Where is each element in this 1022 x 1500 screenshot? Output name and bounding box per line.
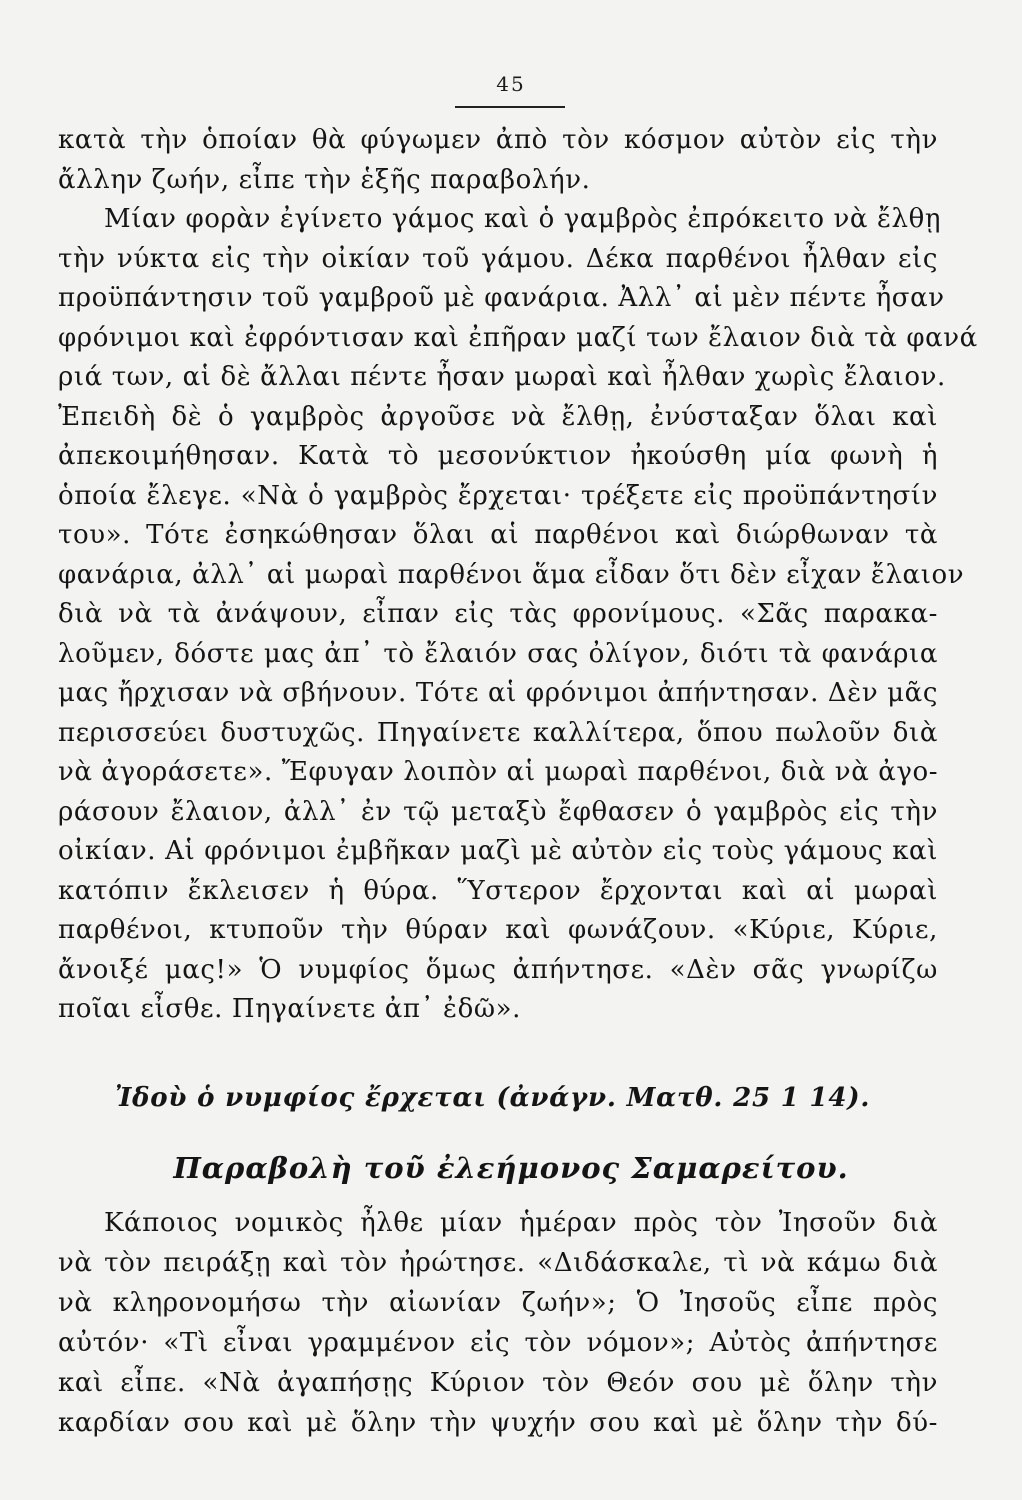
text-line: κατόπιν ἔκλεισεν ἡ θύρα. Ὕστερον ἔρχονται καὶ αἱ μωραὶ xyxy=(58,875,938,906)
text-line: αὐτόν· «Τὶ εἶναι γραμμένον εἰς τὸν νόμον»; Αὐτὸς ἀπήντησε xyxy=(58,1328,938,1358)
text-line: καὶ εἶπε. «Νὰ ἀγαπήσῃς Κύριον τὸν Θεόν σου μὲ ὅλην τὴν xyxy=(58,1368,938,1398)
text-line: κατὰ τὴν ὁποίαν θὰ φύγωμεν ἀπὸ τὸν κόσμον αὐτὸν εἰς τὴν xyxy=(58,125,938,155)
text-line: οἰκίαν. Αἱ φρόνιμοι ἐμβῆκαν μαζὶ μὲ αὐτὸν εἰς τοὺς γάμους καὶ xyxy=(58,836,938,866)
text-line: ράσουν ἔλαιον, ἀλλ᾽ ἐν τῷ μεταξὺ ἔφθασεν ὁ γαμβρὸς εἰς τὴν xyxy=(58,796,938,827)
text-line: νὰ τὸν πειράξῃ καὶ τὸν ἠρώτησε. «Διδάσκαλε, τὶ νὰ κάμω διὰ xyxy=(58,1248,938,1278)
page-number: 45 xyxy=(496,72,526,96)
text-line: καρδίαν σου καὶ μὲ ὅλην τὴν ψυχήν σου καὶ μὲ ὅλην τὴν δύ- xyxy=(58,1408,938,1438)
text-line: φανάρια, ἀλλ᾽ αἱ μωραὶ παρθένοι ἅμα εἶδαν ὅτι δὲν εἶχαν ἔλαιον xyxy=(58,559,965,590)
scripture-reference: Ἰδοὺ ὁ νυμφίος ἔρχεται (ἀνάγν. Ματθ. 25 1 14). xyxy=(115,1083,871,1113)
text-line: Ἐπειδὴ δὲ ὁ γαμβρὸς ἀργοῦσε νὰ ἔλθῃ, ἐνύσταξαν ὅλαι καὶ xyxy=(58,401,938,432)
text-line: ποῖαι εἶσθε. Πηγαίνετε ἀπ᾽ ἐδῶ». xyxy=(58,994,522,1024)
text-line: διὰ νὰ τὰ ἀνάψουν, εἶπαν εἰς τὰς φρονίμους. «Σᾶς παρακα- xyxy=(58,599,938,629)
text-line: νὰ ἀγοράσετε». Ἔφυγαν λοιπὸν αἱ μωραὶ παρθένοι, διὰ νὰ ἀγο- xyxy=(58,757,939,787)
text-line: ριά των, αἱ δὲ ἄλλαι πέντε ἦσαν μωραὶ καὶ ἦλθαν χωρὶς ἔλαιον. xyxy=(58,362,946,392)
text-line: προϋπάντησιν τοῦ γαμβροῦ μὲ φανάρια. Ἀλλ᾽ αἱ μὲν πέντε ἦσαν xyxy=(58,283,945,313)
text-line: λοῦμεν, δόστε μας ἀπ᾽ τὸ ἔλαιόν σας ὀλίγον, διότι τὰ φανάρια xyxy=(58,638,938,669)
text-line: ἄλλην ζωήν, εἶπε τὴν ἑξῆς παραβολήν. xyxy=(58,164,591,195)
text-line: ἄνοιξέ μας!» Ὁ νυμφίος ὅμως ἀπήντησε. «Δὲν σᾶς γνωρίζω xyxy=(58,954,938,985)
text-line: νὰ κληρονομήσω τὴν αἰωνίαν ζωήν»; Ὁ Ἰησοῦς εἶπε πρὸς xyxy=(58,1288,938,1318)
header-rule xyxy=(455,106,565,108)
passage-ten-virgins xyxy=(58,121,978,1030)
text-line: ὁποία ἔλεγε. «Νὰ ὁ γαμβρὸς ἔρχεται· τρέξετε εἰς προϋπάντησίν xyxy=(58,480,938,511)
text-line: περισσεύει δυστυχῶς. Πηγαίνετε καλλίτερα, ὅπου πωλοῦν διὰ xyxy=(58,717,938,748)
text-line: φρόνιμοι καὶ ἐφρόντισαν καὶ ἐπῆραν μαζί των ἔλαιον διὰ τὰ φανά xyxy=(58,322,978,353)
passage-good-samaritan xyxy=(58,1203,938,1443)
text-line: του». Τότε ἐσηκώθησαν ὅλαι αἱ παρθένοι καὶ διώρθωναν τὰ xyxy=(58,520,938,550)
text-line: μας ἤρχισαν νὰ σβήνουν. Τότε αἱ φρόνιμοι ἀπήντησαν. Δὲν μᾶς xyxy=(58,678,938,708)
section-heading: Παραβολὴ τοῦ ἐλεήμονος Σαμαρείτου. xyxy=(173,1151,849,1185)
text-line: ἀπεκοιμήθησαν. Κατὰ τὸ μεσονύκτιον ἠκούσθη μία φωνὴ ἡ xyxy=(58,441,938,471)
text-line: Κάποιος νομικὸς ἦλθε μίαν ἡμέραν πρὸς τὸν Ἰησοῦν διὰ xyxy=(104,1208,938,1238)
text-line: τὴν νύκτα εἰς τὴν οἰκίαν τοῦ γάμου. Δέκα παρθένοι ἦλθαν εἰς xyxy=(58,243,938,274)
text-line: παρθένοι, κτυποῦν τὴν θύραν καὶ φωνάζουν. «Κύριε, Κύριε, xyxy=(58,915,938,945)
text-line: Μίαν φορὰν ἐγίνετο γάμος καὶ ὁ γαμβρὸς ἐπρόκειτο νὰ ἔλθῃ xyxy=(104,204,942,234)
